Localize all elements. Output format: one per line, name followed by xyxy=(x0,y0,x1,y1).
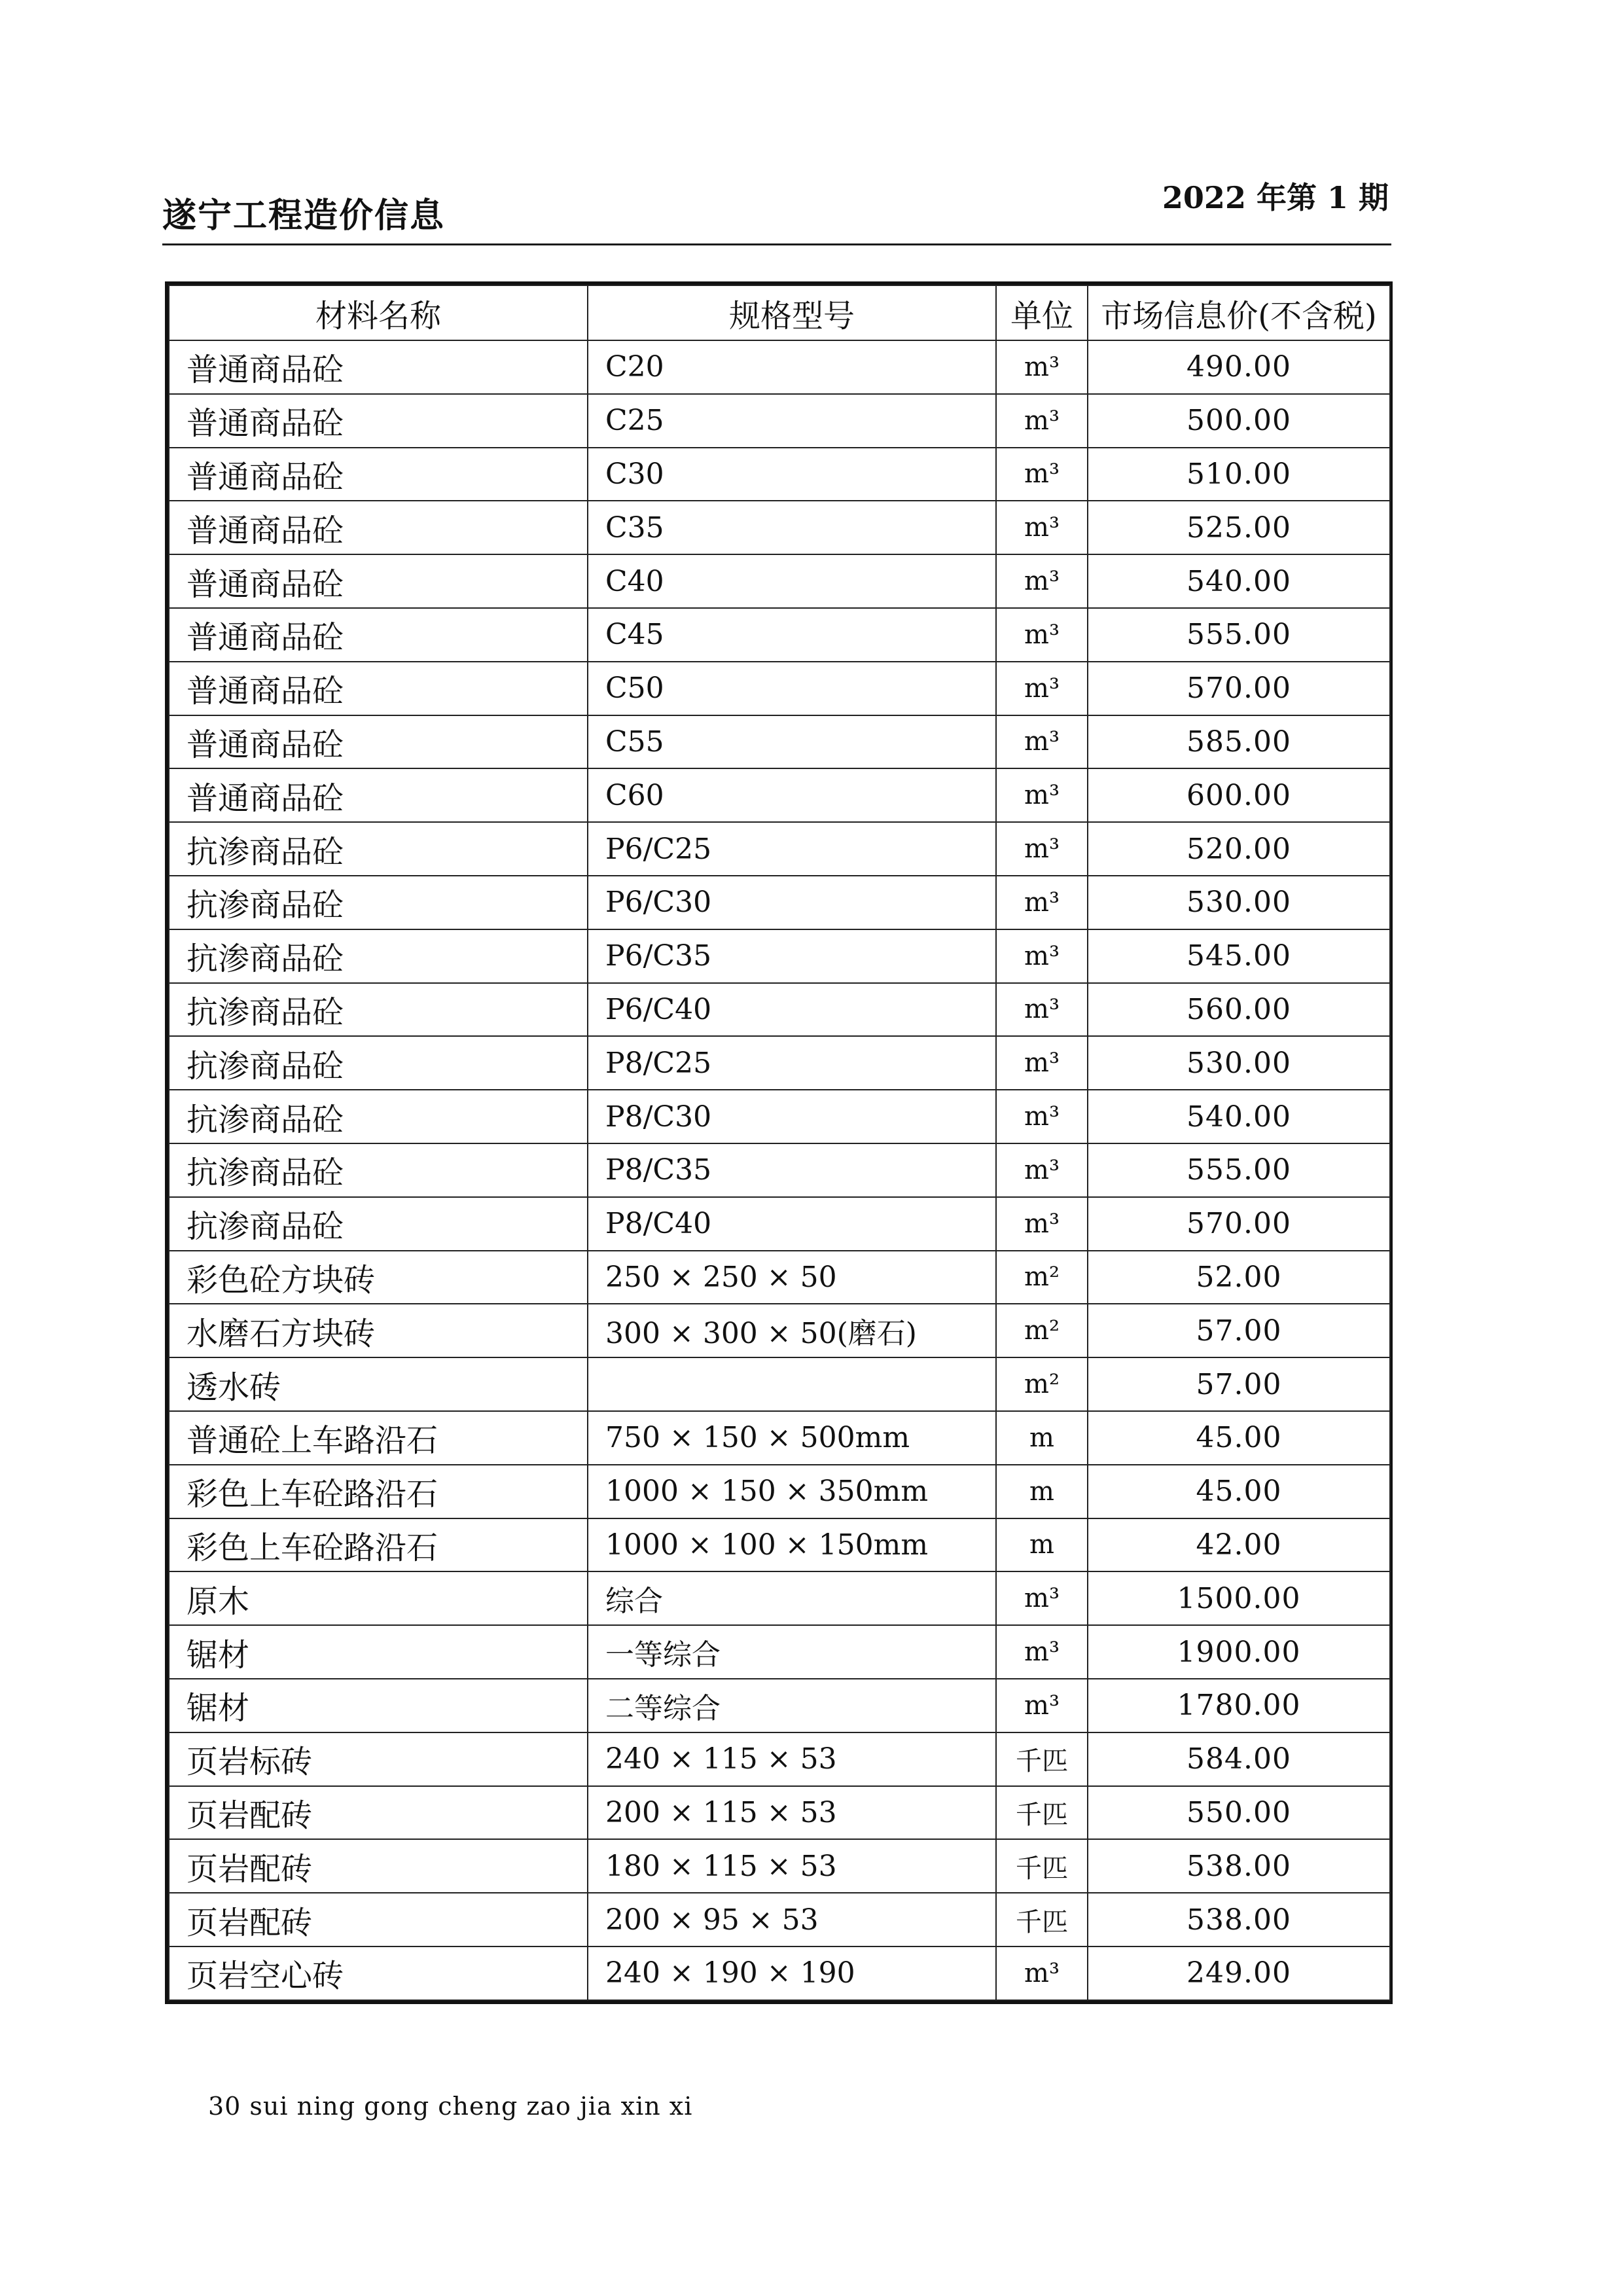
material-name-cell: 页岩配砖 xyxy=(169,1893,588,1946)
price-cell: 538.00 xyxy=(1088,1839,1390,1893)
material-name-cell: 普通商品砼 xyxy=(169,768,588,822)
table-row xyxy=(169,1411,1390,1465)
price-cell: 249.00 xyxy=(1088,1946,1390,2000)
table-row xyxy=(169,983,1390,1037)
unit-cell: m³ xyxy=(996,983,1088,1037)
unit-cell: m³ xyxy=(996,554,1088,608)
unit-cell: 千匹 xyxy=(996,1893,1088,1946)
table-header-row xyxy=(169,285,1390,340)
page-footer: 30 sui ning gong cheng zao jia xin xi xyxy=(208,2092,693,2121)
table-row xyxy=(169,768,1390,822)
table-row xyxy=(169,608,1390,662)
specification-cell: 200 × 95 × 53 xyxy=(588,1893,996,1946)
specification-cell: C55 xyxy=(588,715,996,769)
material-name-cell: 普通砼上车路沿石 xyxy=(169,1411,588,1465)
price-cell: 42.00 xyxy=(1088,1518,1390,1572)
specification-cell: 综合 xyxy=(588,1571,996,1625)
price-cell: 540.00 xyxy=(1088,1090,1390,1143)
unit-cell: m² xyxy=(996,1304,1088,1357)
specification-cell: P8/C25 xyxy=(588,1036,996,1090)
unit-cell: m³ xyxy=(996,662,1088,715)
unit-cell: m³ xyxy=(996,715,1088,769)
unit-cell: m³ xyxy=(996,768,1088,822)
price-table xyxy=(168,285,1391,2001)
material-name-cell: 抗渗商品砼 xyxy=(169,1143,588,1197)
material-name-cell: 抗渗商品砼 xyxy=(169,876,588,929)
specification-cell: 750 × 150 × 500mm xyxy=(588,1411,996,1465)
price-cell: 538.00 xyxy=(1088,1893,1390,1946)
table-row xyxy=(169,1571,1390,1625)
unit-cell: m³ xyxy=(996,1036,1088,1090)
unit-cell: m³ xyxy=(996,876,1088,929)
unit-cell: m³ xyxy=(996,501,1088,554)
price-cell: 600.00 xyxy=(1088,768,1390,822)
unit-cell: m³ xyxy=(996,394,1088,448)
table-row xyxy=(169,448,1390,501)
material-name-cell: 页岩配砖 xyxy=(169,1839,588,1893)
price-cell: 500.00 xyxy=(1088,394,1390,448)
unit-cell: m² xyxy=(996,1251,1088,1304)
price-cell: 540.00 xyxy=(1088,554,1390,608)
unit-cell: m³ xyxy=(996,1143,1088,1197)
specification-cell: C50 xyxy=(588,662,996,715)
material-name-cell: 彩色上车砼路沿石 xyxy=(169,1518,588,1572)
material-name-cell: 抗渗商品砼 xyxy=(169,929,588,983)
issue-label: 2022 年第 1 期 xyxy=(1162,180,1389,215)
material-name-cell: 普通商品砼 xyxy=(169,448,588,501)
table-row xyxy=(169,1625,1390,1679)
price-cell: 52.00 xyxy=(1088,1251,1390,1304)
table-row xyxy=(169,1679,1390,1732)
unit-cell: m² xyxy=(996,1357,1088,1411)
unit-cell: m xyxy=(996,1465,1088,1518)
price-cell: 570.00 xyxy=(1088,1197,1390,1251)
material-name-cell: 抗渗商品砼 xyxy=(169,1036,588,1090)
unit-cell: m³ xyxy=(996,1625,1088,1679)
table-row xyxy=(169,1732,1390,1786)
material-name-cell: 抗渗商品砼 xyxy=(169,1090,588,1143)
material-name-cell: 普通商品砼 xyxy=(169,501,588,554)
price-cell: 45.00 xyxy=(1088,1411,1390,1465)
material-name-cell: 锯材 xyxy=(169,1625,588,1679)
price-cell: 1780.00 xyxy=(1088,1679,1390,1732)
specification-cell: P8/C40 xyxy=(588,1197,996,1251)
table-row xyxy=(169,1304,1390,1357)
price-cell: 490.00 xyxy=(1088,340,1390,394)
table-row xyxy=(169,1893,1390,1946)
table-row xyxy=(169,394,1390,448)
table-row xyxy=(169,1357,1390,1411)
price-cell: 530.00 xyxy=(1088,876,1390,929)
material-name-cell: 普通商品砼 xyxy=(169,715,588,769)
table-row xyxy=(169,715,1390,769)
material-name-cell: 页岩空心砖 xyxy=(169,1946,588,2000)
price-cell: 57.00 xyxy=(1088,1357,1390,1411)
price-table-container xyxy=(165,281,1393,2004)
price-cell: 550.00 xyxy=(1088,1786,1390,1840)
material-name-cell: 普通商品砼 xyxy=(169,340,588,394)
unit-cell: m³ xyxy=(996,1090,1088,1143)
specification-cell: P6/C25 xyxy=(588,822,996,876)
specification-cell: 180 × 115 × 53 xyxy=(588,1839,996,1893)
specification-cell: 二等综合 xyxy=(588,1679,996,1732)
specification-cell: 300 × 300 × 50(磨石) xyxy=(588,1304,996,1357)
unit-cell: m³ xyxy=(996,1197,1088,1251)
table-row xyxy=(169,1251,1390,1304)
price-cell: 555.00 xyxy=(1088,608,1390,662)
specification-cell: C45 xyxy=(588,608,996,662)
material-name-cell: 页岩标砖 xyxy=(169,1732,588,1786)
specification-cell: 200 × 115 × 53 xyxy=(588,1786,996,1840)
column-header-market-price: 市场信息价(不含税) xyxy=(1088,285,1390,340)
price-cell: 520.00 xyxy=(1088,822,1390,876)
unit-cell: 千匹 xyxy=(996,1839,1088,1893)
material-name-cell: 抗渗商品砼 xyxy=(169,983,588,1037)
table-row xyxy=(169,662,1390,715)
specification-cell: P6/C35 xyxy=(588,929,996,983)
table-row xyxy=(169,501,1390,554)
unit-cell: m³ xyxy=(996,1679,1088,1732)
specification-cell: 240 × 190 × 190 xyxy=(588,1946,996,2000)
specification-cell: C60 xyxy=(588,768,996,822)
unit-cell: 千匹 xyxy=(996,1732,1088,1786)
table-row xyxy=(169,1786,1390,1840)
material-name-cell: 普通商品砼 xyxy=(169,394,588,448)
specification-cell: 一等综合 xyxy=(588,1625,996,1679)
unit-cell: 千匹 xyxy=(996,1786,1088,1840)
price-cell: 545.00 xyxy=(1088,929,1390,983)
table-row xyxy=(169,554,1390,608)
specification-cell: P8/C35 xyxy=(588,1143,996,1197)
specification-cell: P8/C30 xyxy=(588,1090,996,1143)
column-header-unit: 单位 xyxy=(996,285,1088,340)
specification-cell: 250 × 250 × 50 xyxy=(588,1251,996,1304)
specification-cell: P6/C40 xyxy=(588,983,996,1037)
table-row xyxy=(169,1197,1390,1251)
price-cell: 45.00 xyxy=(1088,1465,1390,1518)
specification-cell: 240 × 115 × 53 xyxy=(588,1732,996,1786)
price-cell: 57.00 xyxy=(1088,1304,1390,1357)
specification-cell: C25 xyxy=(588,394,996,448)
page-header xyxy=(162,180,1391,245)
specification-cell xyxy=(588,1357,996,1411)
table-row xyxy=(169,1036,1390,1090)
table-row xyxy=(169,1090,1390,1143)
specification-cell: C30 xyxy=(588,448,996,501)
price-cell: 525.00 xyxy=(1088,501,1390,554)
table-row xyxy=(169,340,1390,394)
table-row xyxy=(169,929,1390,983)
material-name-cell: 彩色上车砼路沿石 xyxy=(169,1465,588,1518)
table-row xyxy=(169,822,1390,876)
specification-cell: C20 xyxy=(588,340,996,394)
table-row xyxy=(169,1839,1390,1893)
specification-cell: 1000 × 100 × 150mm xyxy=(588,1518,996,1572)
price-cell: 560.00 xyxy=(1088,983,1390,1037)
unit-cell: m³ xyxy=(996,1571,1088,1625)
specification-cell: C40 xyxy=(588,554,996,608)
unit-cell: m³ xyxy=(996,608,1088,662)
unit-cell: m³ xyxy=(996,929,1088,983)
column-header-specification: 规格型号 xyxy=(588,285,996,340)
column-header-material-name: 材料名称 xyxy=(169,285,588,340)
material-name-cell: 普通商品砼 xyxy=(169,662,588,715)
material-name-cell: 普通商品砼 xyxy=(169,554,588,608)
table-body xyxy=(169,340,1390,2000)
price-cell: 1500.00 xyxy=(1088,1571,1390,1625)
price-cell: 530.00 xyxy=(1088,1036,1390,1090)
material-name-cell: 锯材 xyxy=(169,1679,588,1732)
price-cell: 1900.00 xyxy=(1088,1625,1390,1679)
specification-cell: 1000 × 150 × 350mm xyxy=(588,1465,996,1518)
material-name-cell: 抗渗商品砼 xyxy=(169,1197,588,1251)
price-cell: 584.00 xyxy=(1088,1732,1390,1786)
publication-title: 遂宁工程造价信息 xyxy=(162,196,446,236)
material-name-cell: 彩色砼方块砖 xyxy=(169,1251,588,1304)
material-name-cell: 水磨石方块砖 xyxy=(169,1304,588,1357)
table-row xyxy=(169,1143,1390,1197)
material-name-cell: 原木 xyxy=(169,1571,588,1625)
table-row xyxy=(169,1518,1390,1572)
price-cell: 555.00 xyxy=(1088,1143,1390,1197)
price-cell: 570.00 xyxy=(1088,662,1390,715)
specification-cell: P6/C30 xyxy=(588,876,996,929)
unit-cell: m³ xyxy=(996,448,1088,501)
table-row xyxy=(169,1465,1390,1518)
specification-cell: C35 xyxy=(588,501,996,554)
unit-cell: m xyxy=(996,1518,1088,1572)
price-cell: 585.00 xyxy=(1088,715,1390,769)
material-name-cell: 普通商品砼 xyxy=(169,608,588,662)
material-name-cell: 抗渗商品砼 xyxy=(169,822,588,876)
unit-cell: m³ xyxy=(996,1946,1088,2000)
unit-cell: m³ xyxy=(996,822,1088,876)
material-name-cell: 页岩配砖 xyxy=(169,1786,588,1840)
unit-cell: m³ xyxy=(996,340,1088,394)
table-row xyxy=(169,1946,1390,2000)
unit-cell: m xyxy=(996,1411,1088,1465)
price-cell: 510.00 xyxy=(1088,448,1390,501)
table-row xyxy=(169,876,1390,929)
material-name-cell: 透水砖 xyxy=(169,1357,588,1411)
